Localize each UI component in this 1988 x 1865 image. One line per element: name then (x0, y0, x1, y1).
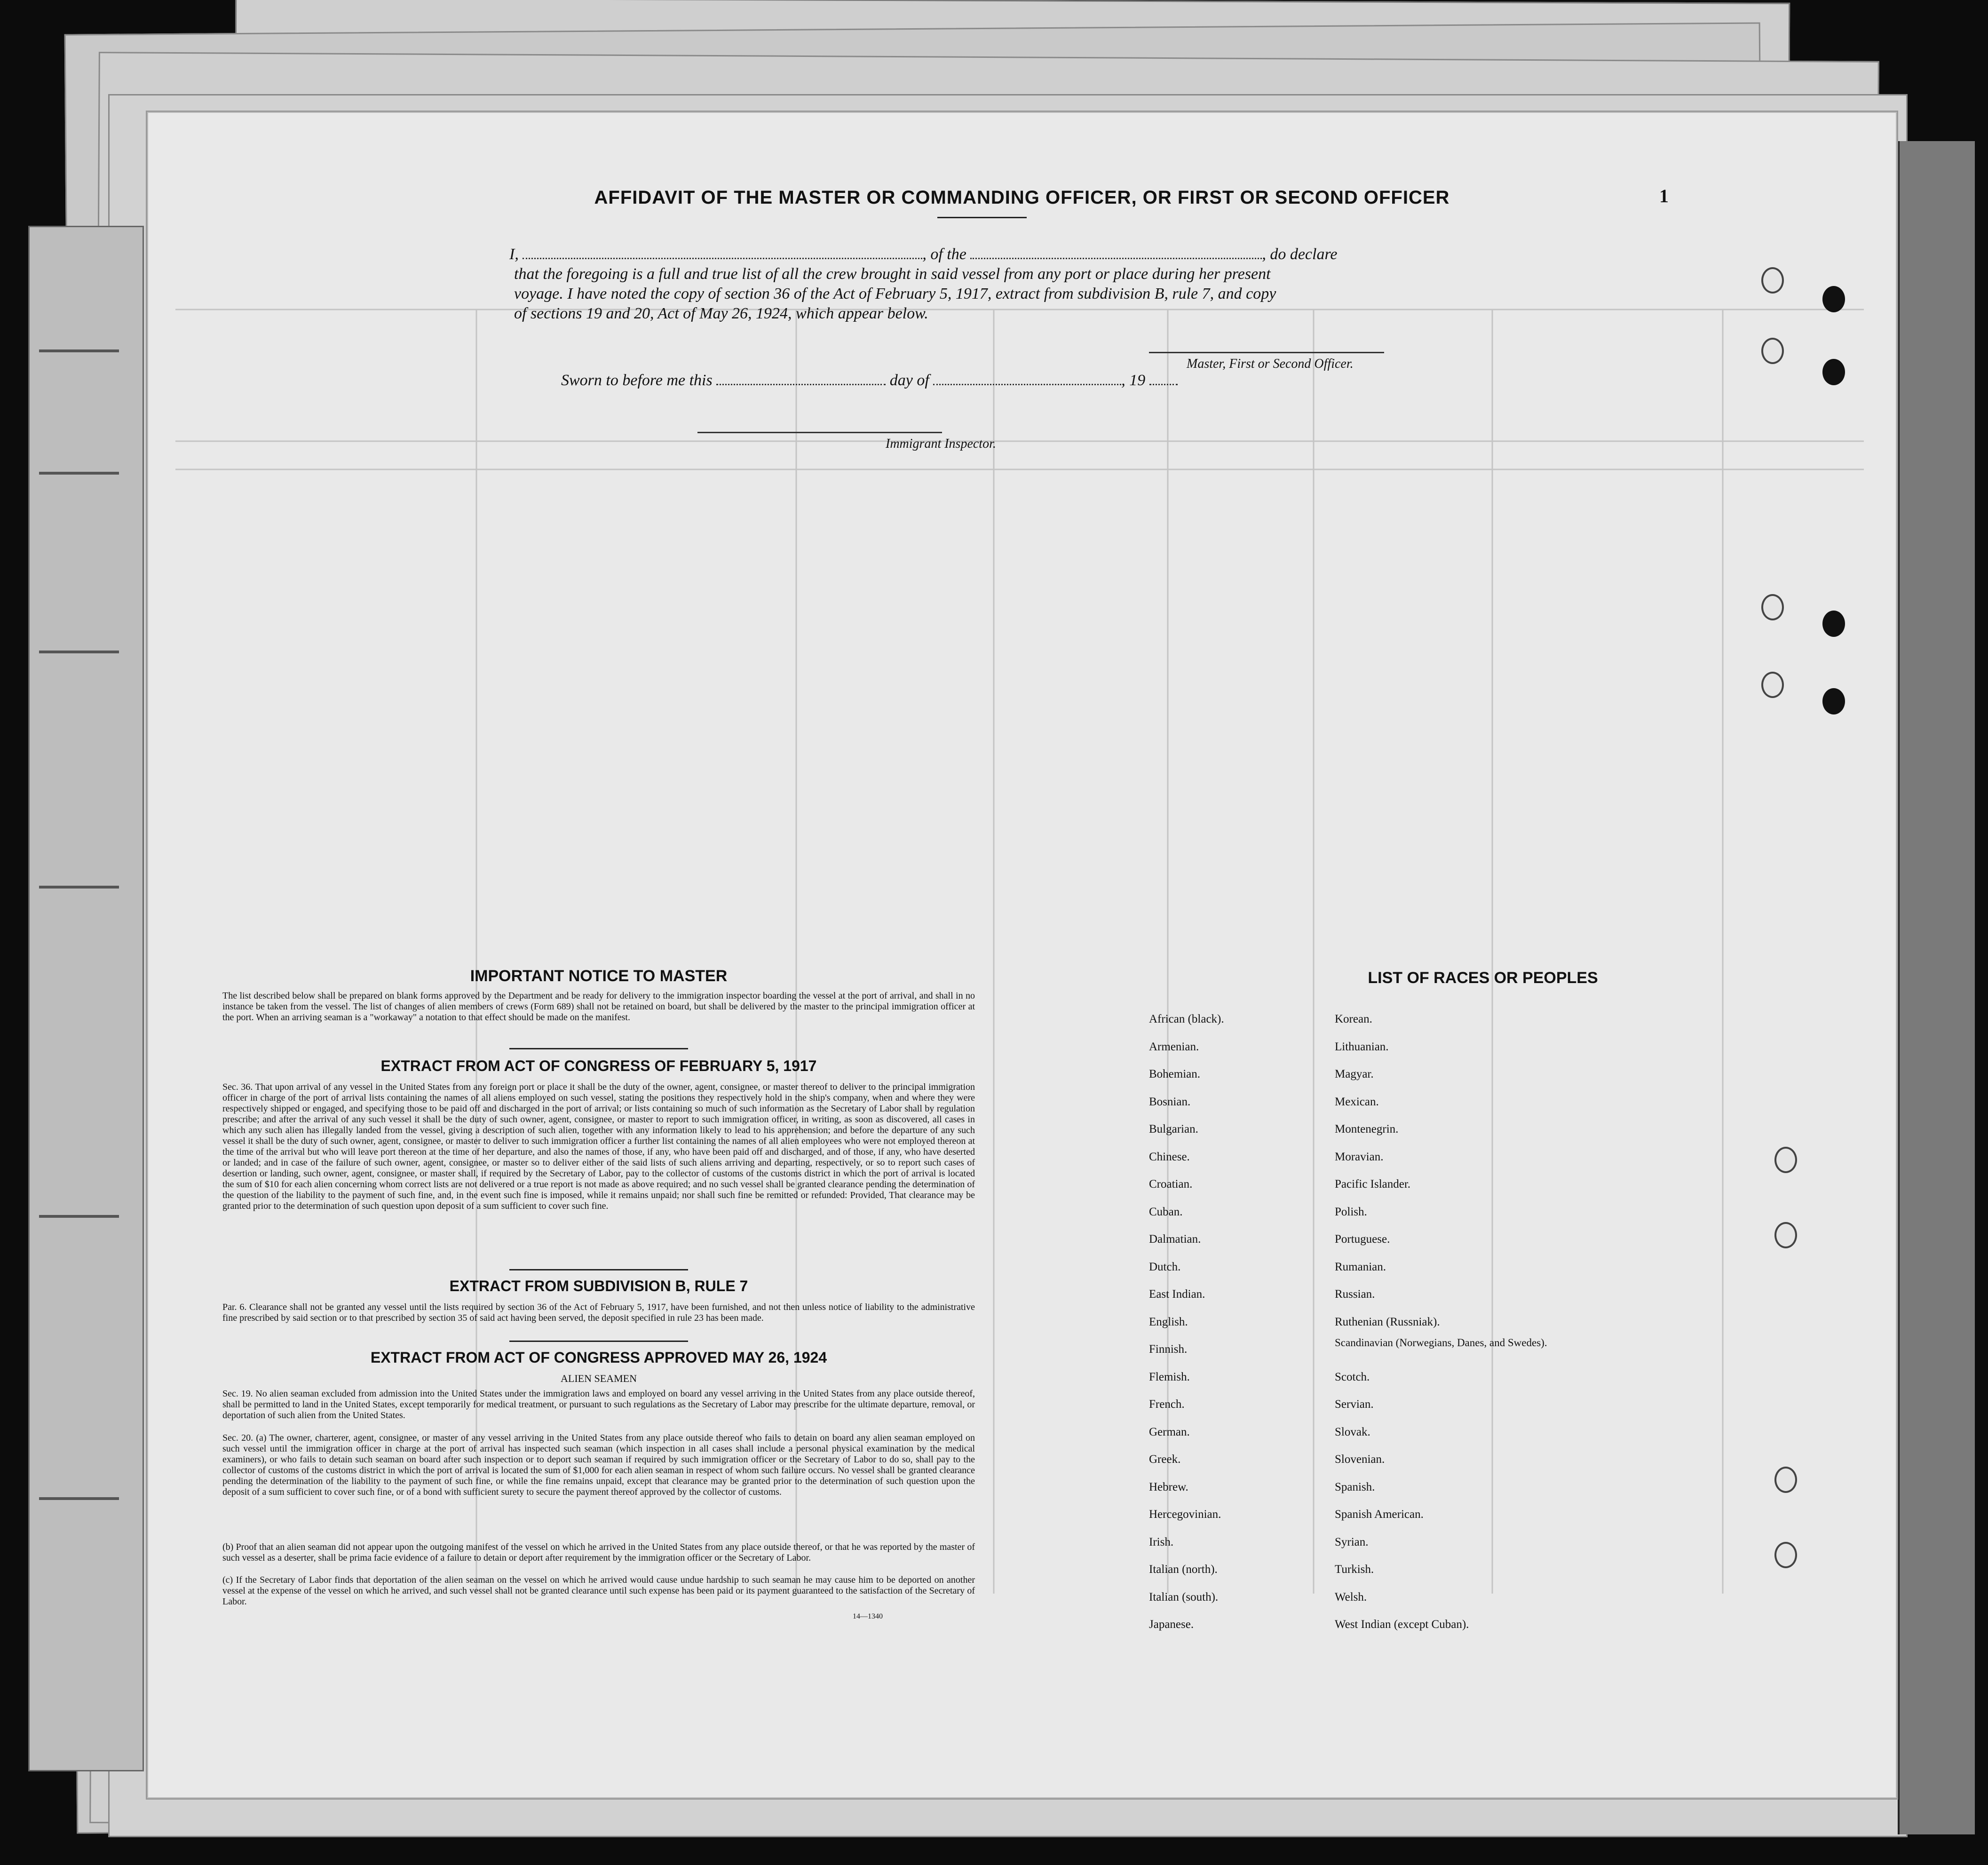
day-blank (716, 384, 886, 385)
race-item: Scandinavian (Norwegians, Danes, and Swedes). (1335, 1337, 1547, 1349)
race-item: Finnish. (1149, 1343, 1188, 1356)
year-blank (1149, 384, 1178, 385)
extract-1917-body: Sec. 36. That upon arrival of any vessel in the United States from any foreign port or place it shall be the duty of the owner, agent, consignee, or master thereof to deliver to the principal immigration officer in charge of the port of arrival lists containing the names of all aliens employed on such vessel, stating the positions they respectively hold in the ship's company, when and where they were respectively shipped or engaged, and specifying those to be paid off and discharged in the port of arrival; or lists containing so much of such information as the Secretary of Labor shall by regulation prescribe; and after the arrival of any such vessel it shall be the duty of such owner, agent, consignee, or master to report to such immigration officer, in writing, as soon as discovered, all cases in which any such alien has illegally landed from the vessel, giving a description of such alien, together with any information likely to lead to his apprehension; and before the departure of any such vessel it shall be the duty of such owner, agent, consignee, or master to deliver to such immigration officer a further list containing the names of all alien employees who were not employed thereon at the time of the arrival but who will leave port thereon at the time of her departure, and also the names of those, if any, who have been paid off and discharged, and of those, if any, who have deserted or landed; and in case of the failure of such owner, agent, consignee, or master so to deliver either of the said lists of such aliens arriving and departing, respectively, or so to report such cases of desertion or landing, such owner, agent, consignee, or master shall, if required by the Secretary of Labor, pay to the collector of customs of the customs district in which the port of arrival is located the sum of $10 for each alien concerning whom correct lists are not delivered or a true report is not made as above required; and no such vessel shall be granted clearance pending the determination of the question of the liability to the payment of such fine, and, in the event such fine is imposed, while it remains unpaid; nor shall such fine be remitted or refunded: Provided, That clearance may be granted prior to the determination of such question upon deposit of a sum sufficient to cover such fine. (222, 1082, 975, 1211)
extract-rule7-title: EXTRACT FROM SUBDIVISION B, RULE 7 (449, 1278, 748, 1294)
race-item: Italian (south). (1149, 1590, 1219, 1603)
punch-hole (1761, 267, 1784, 294)
punch-hole (1822, 359, 1845, 385)
signature-line (1149, 352, 1384, 353)
race-item: Slovenian. (1335, 1453, 1385, 1466)
race-item: Bulgarian. (1149, 1123, 1198, 1135)
race-item: Russian. (1335, 1288, 1375, 1301)
punch-hole (1774, 1467, 1797, 1493)
punch-hole (1774, 1147, 1797, 1173)
race-item: Pacific Islander. (1335, 1178, 1411, 1190)
sworn-prefix: Sworn to before me this (561, 372, 713, 389)
races-right-column (1335, 1006, 1579, 1639)
race-item: Servian. (1335, 1398, 1374, 1411)
race-item: Irish. (1149, 1535, 1174, 1548)
race-item: Japanese. (1149, 1618, 1194, 1631)
extract-1924-sec20a: Sec. 20. (a) The owner, charterer, agent, consignee, or master of any vessel arriving in the United States from any place outside thereof who fails to detain on board any alien seaman employed on such vessel until the immigration officer in charge at the port of arrival has inspected such seaman (which inspection in all cases shall include a personal physical examination by the medical examiners), or who fails to detain such seaman on board after such inspection or to deport such seaman if required by such immigration officer or the Secretary of Labor to do so, shall pay to the collector of customs of the customs district in which the port of arrival is located the sum of $1,000 for each alien seaman in respect of whom such failure occurs. No vessel shall be granted clearance pending the determination of the liability to the payment of such fine, or while the fine remains unpaid, except that clearance may be granted prior to the determination of such question upon the deposit of a sum sufficient to cover such fine, or of a bond with sufficient surety to secure the payment thereof approved by the collector of customs. (222, 1433, 975, 1497)
extract-1924-sec20b: (b) Proof that an alien seaman did not appear upon the outgoing manifest of the vessel on which he arrived in the United States from any place outside thereof, or that he was reported by the master of such vessel as a deserter, shall be prima facie evidence of a failure to detain or deport after requirement by the immigration officer or the Secretary of Labor. (222, 1542, 975, 1563)
race-item: German. (1149, 1425, 1190, 1438)
race-item: East Indian. (1149, 1288, 1205, 1301)
race-item: African (black). (1149, 1013, 1224, 1025)
races-left-column (1149, 1006, 1328, 1639)
section-divider (509, 1048, 688, 1049)
punch-hole (1774, 1542, 1797, 1568)
race-item: Turkish. (1335, 1563, 1374, 1576)
signature-label: Master, First or Second Officer. (1187, 357, 1354, 371)
underlying-left-page (28, 226, 144, 1771)
affidavit-i: I, (509, 246, 519, 263)
section-divider (509, 1269, 688, 1270)
punch-hole (1822, 688, 1845, 714)
race-item: Welsh. (1335, 1590, 1367, 1603)
manifest-page (146, 111, 1898, 1800)
race-item: West Indian (except Cuban). (1335, 1618, 1469, 1631)
punch-hole (1761, 672, 1784, 698)
extract-rule7-body: Par. 6. Clearance shall not be granted any vessel until the lists required by section 36 of the Act of February 5, 1917, have been furnished, and not then unless notice of liability to the administrative fine prescribed by said section or to that prescribed by section 35 of said act having been served, the deposit specified in rule 23 has been made. (222, 1302, 975, 1323)
punch-hole (1822, 611, 1845, 637)
race-item: Flemish. (1149, 1370, 1190, 1383)
race-item: English. (1149, 1315, 1188, 1328)
race-item: Spanish. (1335, 1480, 1375, 1493)
race-item: Korean. (1335, 1013, 1372, 1025)
race-item: Bohemian. (1149, 1068, 1201, 1080)
name-blank (523, 258, 922, 259)
affidavit-line-2: that the foregoing is a full and true list of all the crew brought in said vessel from any port or place during her present (514, 265, 1271, 283)
race-item: Magyar. (1335, 1068, 1374, 1080)
affidavit-of-the: , of the (922, 246, 966, 263)
notice-title: IMPORTANT NOTICE TO MASTER (470, 967, 728, 985)
form-number: 14—1340 (853, 1612, 883, 1620)
race-item: Syrian. (1335, 1535, 1369, 1548)
punch-hole (1774, 1222, 1797, 1248)
punch-hole (1761, 338, 1784, 364)
race-item: Ruthenian (Russniak). (1335, 1315, 1440, 1328)
title-rule (937, 217, 1027, 218)
extract-1924-subtitle: ALIEN SEAMEN (561, 1373, 637, 1384)
race-item: Spanish American. (1335, 1508, 1424, 1521)
extract-1924-sec20c: (c) If the Secretary of Labor finds that deportation of the alien seaman on the vessel on which he arrived would cause undue hardship to such seaman he may cause him to be deported on another vessel at the expense of the vessel on which he arrived, and such vessel shall not be granted clearance until such expense has been paid or its payment guaranteed to the satisfaction of the Secretary of Labor. (222, 1575, 975, 1607)
extract-1924-title: EXTRACT FROM ACT OF CONGRESS APPROVED MAY 26, 1924 (370, 1349, 827, 1366)
race-item: Moravian. (1335, 1150, 1384, 1163)
race-item: French. (1149, 1398, 1185, 1411)
race-item: Cuban. (1149, 1205, 1183, 1218)
inspector-signature-line (697, 432, 942, 433)
race-item: Montenegrin. (1335, 1123, 1399, 1135)
race-item: Polish. (1335, 1205, 1367, 1218)
race-item: Hercegovinian. (1149, 1508, 1221, 1521)
race-item: Rumanian. (1335, 1260, 1386, 1273)
race-item: Scotch. (1335, 1370, 1370, 1383)
binder-edge (1898, 141, 1975, 1834)
affidavit-line-3: voyage. I have noted the copy of section 36 of the Act of February 5, 1917, extract from subdivision B, rule 7, and copy (514, 285, 1276, 302)
race-item: Armenian. (1149, 1040, 1199, 1053)
race-item: Hebrew. (1149, 1480, 1188, 1493)
page-number: 1 (1659, 185, 1669, 206)
sworn-day-of: day of (889, 372, 929, 389)
extract-1917-title: EXTRACT FROM ACT OF CONGRESS OF FEBRUARY 5, 1917 (380, 1057, 817, 1074)
sworn-year: , 19 (1121, 372, 1146, 389)
race-item: Lithuanian. (1335, 1040, 1389, 1053)
race-item: Dalmatian. (1149, 1233, 1201, 1246)
race-item: Mexican. (1335, 1095, 1379, 1108)
inspector-label: Immigrant Inspector. (886, 436, 996, 451)
section-divider (509, 1341, 688, 1342)
month-blank (933, 384, 1121, 385)
affidavit-line-1 (509, 245, 1591, 264)
race-item: Slovak. (1335, 1425, 1370, 1438)
race-item: Croatian. (1149, 1178, 1193, 1190)
race-item: Italian (north). (1149, 1563, 1218, 1576)
vessel-blank (970, 258, 1262, 259)
sworn-line (561, 371, 1408, 390)
race-item: Bosnian. (1149, 1095, 1191, 1108)
race-item: Chinese. (1149, 1150, 1190, 1163)
race-item: Dutch. (1149, 1260, 1181, 1273)
extract-1924-sec19: Sec. 19. No alien seaman excluded from admission into the United States under the immigration laws and employed on board any vessel arriving in the United States from any place outside thereof, shall be permitted to land in the United States, except temporarily for medical treatment, or pursuant to such regulations as the Secretary of Labor may prescribe for the ultimate departure, removal, or deportation of such alien from the United States. (222, 1389, 975, 1421)
races-title: LIST OF RACES OR PEOPLES (1368, 969, 1598, 987)
affidavit-do-declare: , do declare (1262, 246, 1338, 263)
notice-body: The list described below shall be prepared on blank forms approved by the Department and be ready for delivery to the immigration inspector boarding the vessel at the port of arrival, and shall in no instance be taken from the vessel. The list of changes of alien members of crews (Form 689) shall not be retained on board, but shall be delivered by the master to the principal immigration officer at the port. When an arriving seaman is a "workaway" a notation to that effect should be made on the manifest. (222, 991, 975, 1023)
affidavit-line-4: of sections 19 and 20, Act of May 26, 1924, which appear below. (514, 305, 928, 322)
race-item: Portuguese. (1335, 1233, 1390, 1246)
affidavit-title: AFFIDAVIT OF THE MASTER OR COMMANDING OFFICER, OR FIRST OR SECOND OFFICER (594, 187, 1450, 208)
punch-hole (1822, 286, 1845, 312)
race-item: Greek. (1149, 1453, 1181, 1466)
punch-hole (1761, 594, 1784, 620)
